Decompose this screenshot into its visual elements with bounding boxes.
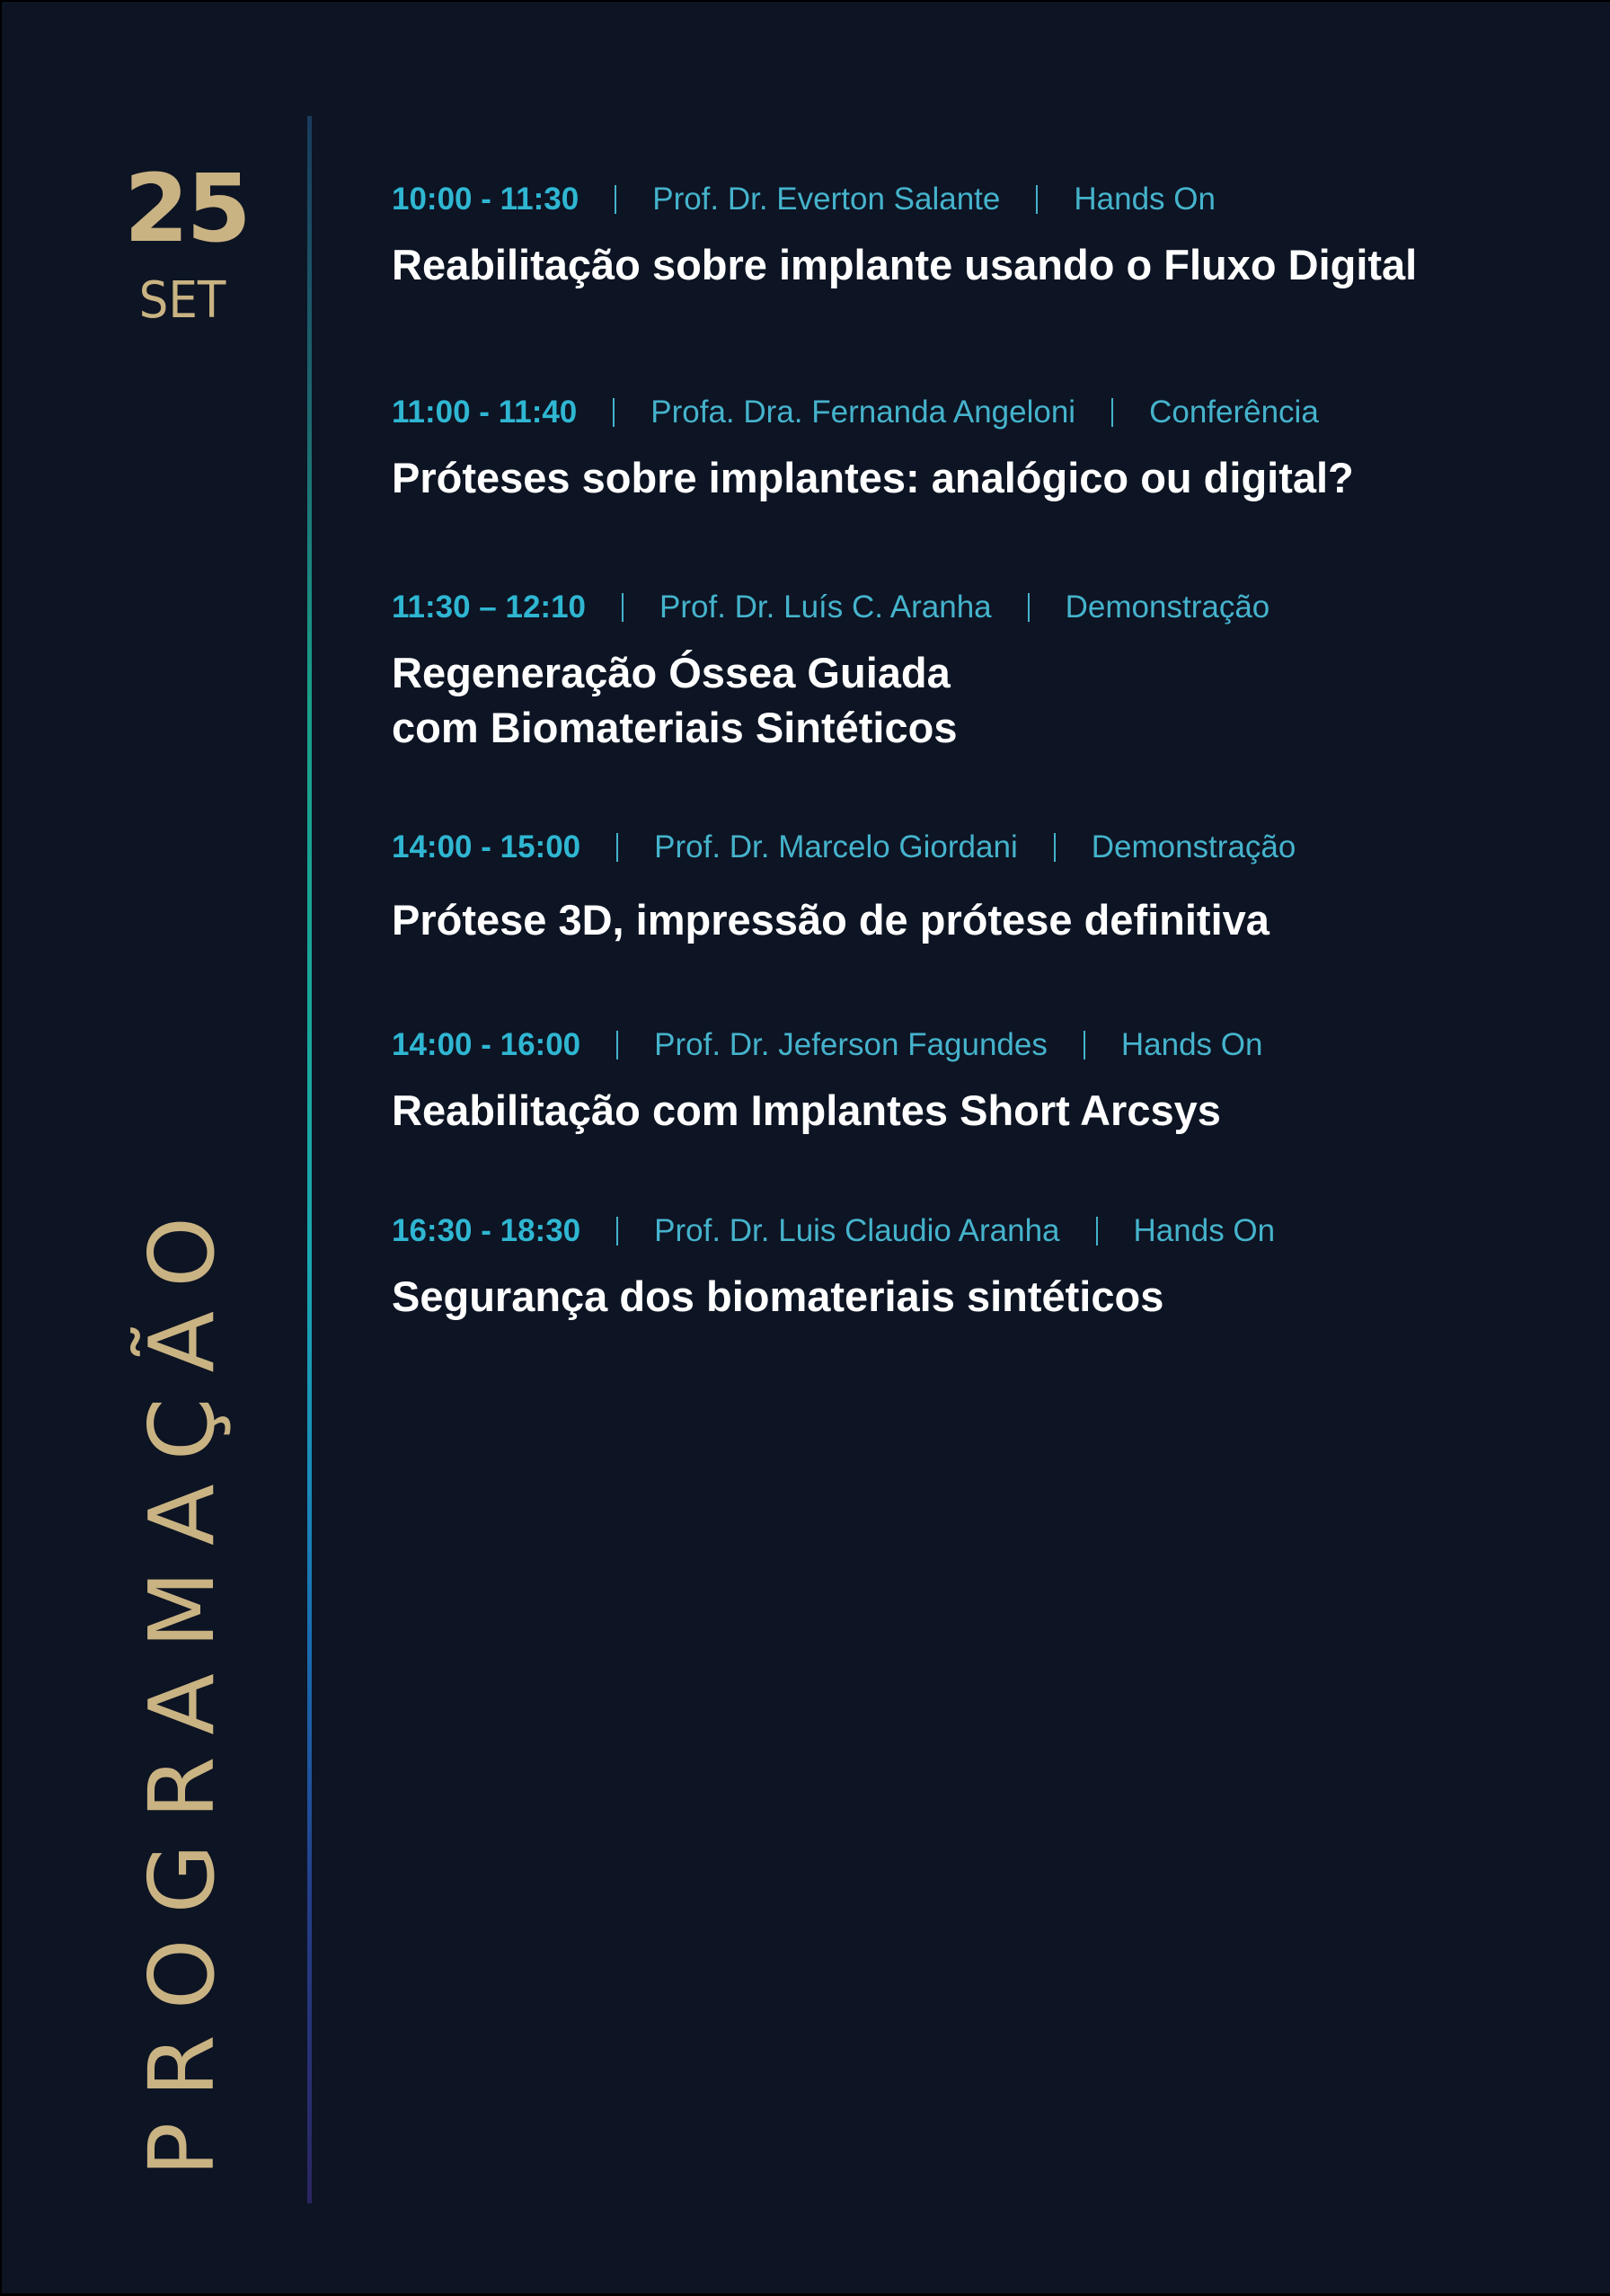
separator [1028, 593, 1030, 622]
session-title [392, 645, 1269, 755]
session-meta [392, 394, 1354, 430]
session-item [392, 1027, 1262, 1138]
session-title [392, 892, 1296, 947]
date-day: 25 [124, 154, 249, 263]
separator [1036, 185, 1038, 214]
session-title-line: Reabilitação com Implantes Short Arcsys [392, 1086, 1221, 1134]
separator [613, 398, 615, 427]
session-item [392, 829, 1296, 947]
session-title [392, 450, 1354, 505]
separator [622, 593, 624, 622]
separator [615, 185, 616, 214]
session-type: Demonstração [1091, 829, 1296, 864]
session-meta [392, 1213, 1275, 1249]
session-item [392, 590, 1269, 755]
session-type: Conferência [1149, 394, 1319, 430]
session-speaker: Profa. Dra. Fernanda Angeloni [650, 394, 1076, 430]
session-title-line: Reabilitação sobre implante usando o Fluxo Digital [392, 241, 1418, 288]
session-time: 14:00 - 15:00 [392, 829, 581, 864]
session-meta [392, 829, 1296, 865]
session-title-line: Prótese 3D, impressão de prótese definitiva [392, 896, 1269, 944]
session-title-line: Segurança dos biomateriais sintéticos [392, 1272, 1164, 1320]
session-meta [392, 1027, 1262, 1063]
session-time: 10:00 - 11:30 [392, 182, 579, 217]
session-speaker: Prof. Dr. Marcelo Giordani [654, 829, 1018, 864]
session-title-line: Próteses sobre implantes: analógico ou digital? [392, 454, 1354, 501]
session-time: 14:00 - 16:00 [392, 1027, 581, 1062]
separator [616, 833, 618, 862]
timeline-divider [307, 116, 312, 2203]
separator [1054, 833, 1056, 862]
session-meta [392, 182, 1417, 217]
session-type: Demonstração [1065, 590, 1270, 625]
separator [1084, 1031, 1085, 1059]
separator [1096, 1217, 1098, 1246]
session-speaker: Prof. Dr. Luís C. Aranha [659, 590, 992, 625]
session-title-line: Regeneração Óssea Guiada [392, 649, 951, 696]
session-speaker: Prof. Dr. Jeferson Fagundes [654, 1027, 1048, 1062]
separator [1111, 398, 1113, 427]
schedule-page [2, 2, 1610, 2293]
session-speaker: Prof. Dr. Everton Salante [652, 182, 1001, 217]
session-type: Hands On [1133, 1213, 1276, 1248]
session-time: 11:00 - 11:40 [392, 394, 578, 430]
session-title [392, 1269, 1275, 1324]
date-month: SET [138, 271, 226, 330]
session-item [392, 394, 1354, 505]
section-title-vertical: PROGRAMAÇÃO [129, 1192, 234, 2176]
session-type: Hands On [1074, 182, 1216, 217]
session-time: 16:30 - 18:30 [392, 1213, 581, 1248]
separator [616, 1217, 618, 1246]
session-title-line: com Biomateriais Sintéticos [392, 704, 958, 751]
session-time: 11:30 – 12:10 [392, 590, 587, 625]
separator [616, 1031, 618, 1059]
session-meta [392, 590, 1269, 625]
session-item [392, 182, 1417, 292]
session-speaker: Prof. Dr. Luis Claudio Aranha [654, 1213, 1060, 1248]
session-item [392, 1213, 1275, 1324]
session-title [392, 1083, 1262, 1138]
session-title [392, 237, 1417, 292]
session-type: Hands On [1120, 1027, 1263, 1062]
